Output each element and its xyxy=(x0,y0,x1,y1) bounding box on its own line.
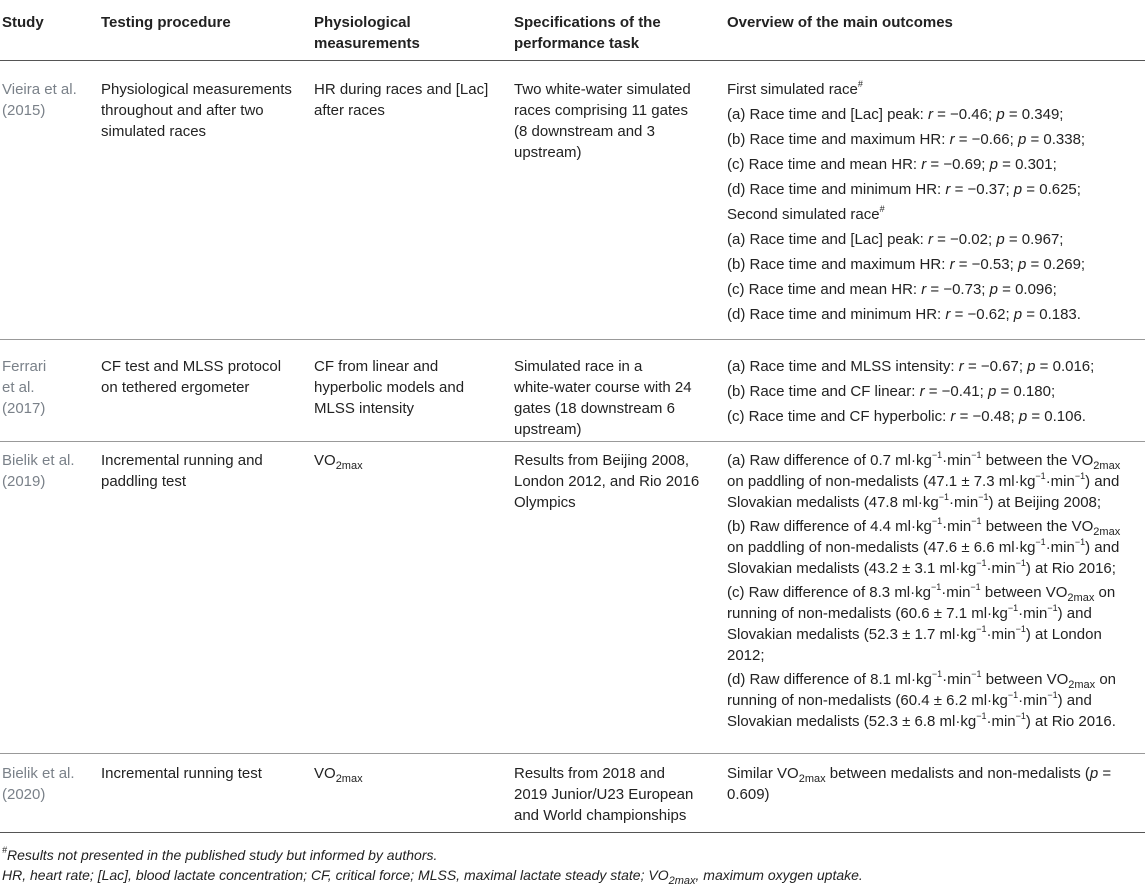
task-ferrari: Simulated race in a white-water course with 24 gates (18 downstream 6 upstream) xyxy=(514,358,692,438)
study-bielik-2019: Bielik et al. (2019) xyxy=(2,452,75,490)
measurements-bielik-2020: $VO_{2max}$ xyxy=(314,765,363,785)
row-divider xyxy=(0,441,1145,442)
outcome-line: (c) Race time and mean HR: r = −0.69; p = 0.301; xyxy=(727,156,1057,173)
outcome-line: (c) Raw difference of 8.3 $ml\cdot kg^{-1}\cdot\min^{-1}$ between $VO_{2max}$ on xyxy=(727,582,1116,604)
measurements-vieira: HR during races and [Lac] after races xyxy=(314,81,489,119)
outcome-line: Slovakian medalists (52.3 ± 6.8 $ml\cdot kg^{-1}\cdot\min^{-1}$) at Rio 2016. xyxy=(727,711,1116,730)
outcome-line: Slovakian medalists (52.3 ± 1.7 $ml\cdot kg^{-1}\cdot\min^{-1}$) at London xyxy=(727,624,1102,643)
outcome-line: (b) Race time and CF linear: r = −0.41; p = 0.180; xyxy=(727,383,1056,400)
outcome-line: (b) Raw difference of 4.4 $ml\cdot kg^{-1}\cdot\min^{-1}$ between the $VO_{2max}$ xyxy=(727,516,1121,538)
footnote-2: HR, heart rate; [Lac], blood lactate concentration; CF, critical force; MLSS, maximal lactate steady state; $VO_{2max}$, maximum oxygen uptake. xyxy=(2,867,863,887)
measurements-ferrari: CF from linear and hyperbolic models and MLSS intensity xyxy=(314,358,465,417)
study-vieira-2015: Vieira et al. (2015) xyxy=(2,81,77,119)
procedure-ferrari: CF test and MLSS protocol on tethered ergometer xyxy=(101,358,282,396)
outcome-line: 2012; xyxy=(727,647,765,664)
outcome-line: (d) Raw difference of 8.1 $ml\cdot kg^{-1}\cdot\min^{-1}$ between $VO_{2max}$ on xyxy=(727,669,1117,691)
outcome-line: (a) Raw difference of 0.7 $ml\cdot kg^{-1}\cdot\min^{-1}$ between the $VO_{2max}$ xyxy=(727,450,1121,472)
table-bottom-rule xyxy=(0,832,1145,833)
outcome-line: (c) Race time and CF hyperbolic: r = −0.48; p = 0.106. xyxy=(727,408,1086,425)
outcome-line: on paddling of non-medalists (47.1 ± 7.3 $ml\cdot kg^{-1}\cdot\min^{-1}$) and xyxy=(727,471,1120,490)
task-vieira: Two white-water simulated races comprising 11 gates (8 downstream and 3 upstream) xyxy=(514,81,691,161)
outcome-line: on paddling of non-medalists (47.6 ± 6.6 $ml\cdot kg^{-1}\cdot\min^{-1}$) and xyxy=(727,537,1120,556)
outcome-line: (b) Race time and maximum HR: r = −0.53; p = 0.269; xyxy=(727,256,1086,273)
outcome-line: running of non-medalists (60.4 ± 6.2 $ml\cdot kg^{-1}\cdot\min^{-1}$) and xyxy=(727,690,1092,709)
task-bielik-2019: Results from Beijing 2008, London 2012, and Rio 2016 Olympics xyxy=(514,452,700,511)
outcome-line: 0.609) xyxy=(727,786,770,803)
header-procedure: Testing procedure xyxy=(101,14,231,31)
procedure-vieira: Physiological measurements throughout and after two simulated races xyxy=(101,81,292,140)
task-bielik-2020: Results from 2018 and 2019 Junior/U23 European and World championships xyxy=(514,765,694,824)
outcome-line: (b) Race time and maximum HR: r = −0.66; p = 0.338; xyxy=(727,131,1086,148)
measurements-bielik-2019: $VO_{2max}$ xyxy=(314,452,363,472)
row-divider xyxy=(0,753,1145,754)
outcome-line: Slovakian medalists (47.8 $ml\cdot kg^{-1}\cdot\min^{-1}$) at Beijing 2008; xyxy=(727,492,1102,511)
footnote-1: #Results not presented in the published study but informed by authors. xyxy=(2,845,438,863)
outcome-line: (d) Race time and minimum HR: r = −0.62; p = 0.183. xyxy=(727,306,1081,323)
outcome-line: (a) Race time and MLSS intensity: r = −0.67; p = 0.016; xyxy=(727,358,1095,375)
outcome-line: Similar $VO_{2max}$ between medalists and non-medalists (p = xyxy=(727,765,1112,785)
outcome-line: (c) Race time and mean HR: r = −0.73; p = 0.096; xyxy=(727,281,1057,298)
outcome-line: running of non-medalists (60.6 ± 7.1 $ml\cdot kg^{-1}\cdot\min^{-1}$) and xyxy=(727,603,1092,622)
study-bielik-2020: Bielik et al. (2020) xyxy=(2,765,75,803)
outcome-line: (a) Race time and [Lac] peak: r = −0.02; p = 0.967; xyxy=(727,231,1064,248)
row-divider xyxy=(0,339,1145,340)
header-outcomes: Overview of the main outcomes xyxy=(727,14,953,31)
header-divider xyxy=(0,60,1145,61)
header-measurements: Physiological measurements xyxy=(314,14,420,52)
outcome-line: Slovakian medalists (43.2 ± 3.1 $ml\cdot kg^{-1}\cdot\min^{-1}$) at Rio 2016; xyxy=(727,558,1116,577)
subhead-first-race: First simulated race# xyxy=(727,79,863,98)
procedure-bielik-2019: Incremental running and paddling test xyxy=(101,452,263,490)
outcome-line: (d) Race time and minimum HR: r = −0.37; p = 0.625; xyxy=(727,181,1081,198)
outcome-line: (a) Race time and [Lac] peak: r = −0.46; p = 0.349; xyxy=(727,106,1064,123)
header-study: Study xyxy=(2,14,44,31)
procedure-bielik-2020: Incremental running test xyxy=(101,765,262,782)
header-task: Specifications of the performance task xyxy=(514,14,661,52)
subhead-second-race: Second simulated race# xyxy=(727,204,885,223)
study-ferrari-2017: Ferrari et al. (2017) xyxy=(2,358,47,417)
